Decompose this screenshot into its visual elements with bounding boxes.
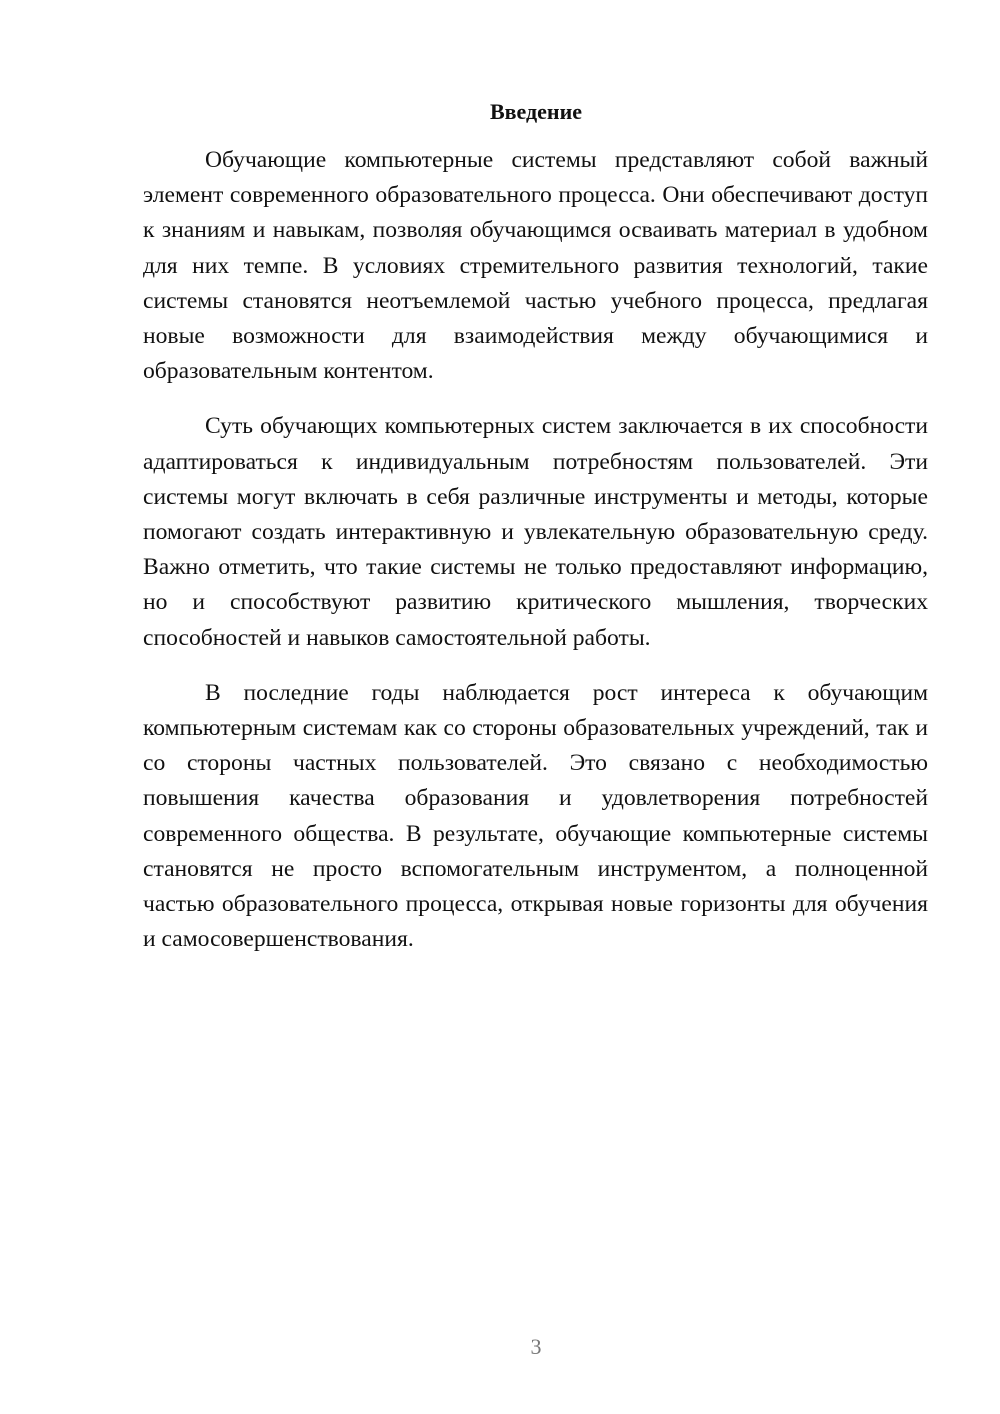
paragraph-3: В последние годы наблюдается рост интереса к обучающим компьютерным системам как со стороны образовательных учреждений, так и со стороны частных пользователей. Это связано с необходимостью повышения качества образования и удовлетворения потребностей современного общества. В результате, обучающие компьютерные системы становятся не просто вспомогательным инструментом, а полноценной частью образовательного процесса, открывая новые горизонты для обучения и самосовершенствования. [143, 679, 928, 953]
paragraph-1: Обучающие компьютерные системы представляют собой важный элемент современного образовательного процесса. Они обеспечивают доступ к знаниям и навыкам, позволяя обучающимся осваивать материал в удобном для них темпе. В условиях стремительного развития технологий, такие системы становятся неотъемлемой частью учебного процесса, предлагая новые возможности для взаимодействия между обучающимися и образовательным контентом. [143, 147, 928, 385]
page-number: 3 [530, 1334, 542, 1359]
section-heading: Введение [489, 99, 583, 124]
body-text [143, 143, 928, 977]
paragraph-2: Суть обучающих компьютерных систем заключается в их способности адаптироваться к индивидуальным потребностям пользователей. Эти системы могут включать в себя различные инструменты и методы, которые помогают создать интерактивную и увлекательную образовательную среду. Важно отметить, что такие системы не только предоставляют информацию, но и способствуют развитию критического мышления, творческих способностей и навыков самостоятельной работы. [143, 413, 928, 651]
